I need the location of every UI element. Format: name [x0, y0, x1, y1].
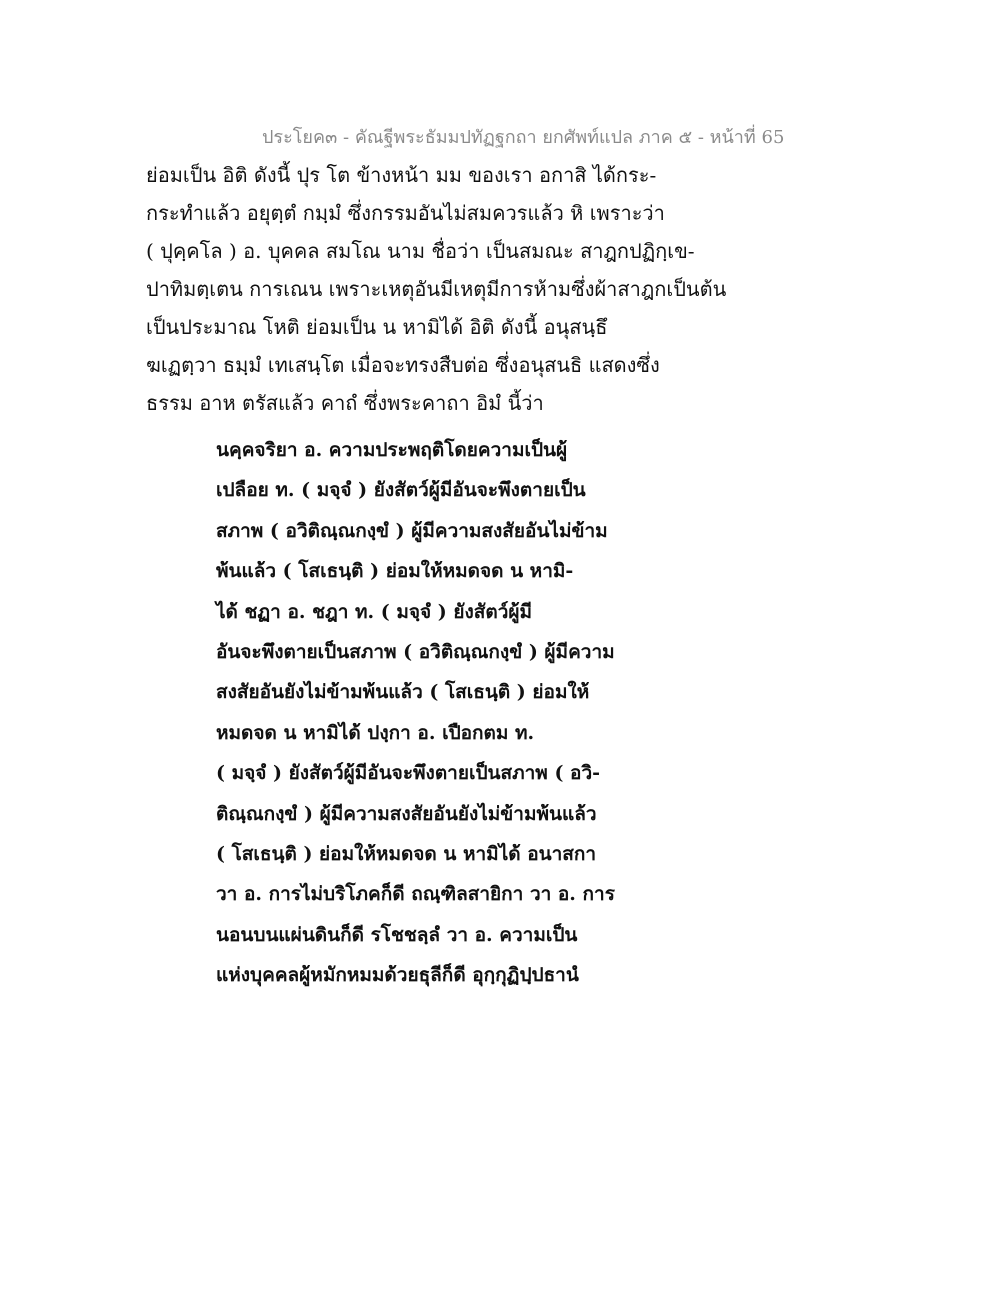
prose-line: ธรรม อาห ตรัสแล้ว คาถํ ซึ่งพระคาถา อิมํ นี้ว่า — [146, 391, 544, 415]
prose-line: ปาทิมตฺเตน การเณน เพราะเหตุอันมีเหตุมีการห้ามซึ่งผ้าสาฎกเป็นต้น — [146, 277, 727, 301]
verse-line: วา อ. การไม่บริโภคก็ดี ถณฺฑิลสายิกา วา อ. การ — [216, 883, 615, 906]
verse-line: เปลือย ท. ( มจฺจํ ) ยังสัตว์ผู้มีอันจะพึงตายเป็น — [216, 479, 586, 502]
prose-line: ( ปุคฺคโล ) อ. บุคคล สมโณ นาม ชื่อว่า เป็นสมณะ สาฎกปฏิกฺเข- — [146, 239, 695, 263]
verse-line: แห่งบุคคลผู้หมักหมมด้วยธุลีก็ดี อุกฺกุฏิปฺปธานํ — [216, 964, 579, 987]
verse-line: พ้นแล้ว ( โสเธนฺติ ) ย่อมให้หมดจด น หามิ- — [216, 560, 574, 583]
verse-line: สภาพ ( อวิติณฺณกงฺขํ ) ผู้มีความสงสัยอันไม่ข้าม — [216, 519, 608, 542]
verse-line: ได้ ชฏา อ. ชฎา ท. ( มจฺจํ ) ยังสัตว์ผู้มี — [216, 600, 533, 623]
verse-line: สงสัยอันยังไม่ข้ามพ้นแล้ว ( โสเธนฺติ ) ย่อมให้ — [216, 681, 590, 704]
prose-line: ย่อมเป็น อิติ ดังนี้ ปุร โต ข้างหน้า มม ของเรา อกาสิ ได้กระ- — [146, 163, 657, 187]
prose-line: กระทำแล้ว อยุตฺตํ กมฺมํ ซึ่งกรรมอันไม่สมควรแล้ว หิ เพราะว่า — [146, 201, 665, 225]
verse-line: นอนบนแผ่นดินก็ดี รโชชลฺลํ วา อ. ความเป็น — [216, 923, 578, 946]
verse-line: ( โสเธนฺติ ) ย่อมให้หมดจด น หามิได้ อนาสกา — [216, 842, 597, 865]
verse-line: อันจะพึงตายเป็นสภาพ ( อวิติณฺณกงฺขํ ) ผู้มีความ — [216, 640, 615, 663]
running-header: ประโยค๓ - คัณฐีพระธัมมปทัฏฐกถา ยกศัพท์แปล ภาค ๕ - หน้าที่ 65 — [262, 127, 785, 148]
prose-line: เป็นประมาณ โหติ ย่อมเป็น น หามิได้ อิติ ดังนี้ อนุสนฺธึ — [146, 315, 608, 339]
verse-line: นคฺคจริยา อ. ความประพฤติโดยความเป็นผู้ — [216, 439, 568, 461]
verse-line: ติณฺณกงฺขํ ) ผู้มีความสงสัยอันยังไม่ข้ามพ้นแล้ว — [216, 802, 597, 825]
verse-line: หมดจด น หามิได้ ปงฺกา อ. เปือกตม ท. — [216, 721, 535, 744]
verse-line: ( มจฺจํ ) ยังสัตว์ผู้มีอันจะพึงตายเป็นสภาพ ( อวิ- — [216, 762, 601, 785]
prose-paragraph — [146, 156, 736, 422]
prose-line: ฆเฏตฺวา ธมฺมํ เทเสนฺโต เมื่อจะทรงสืบต่อ ซึ่งอนุสนธิ แสดงซึ่ง — [146, 353, 660, 377]
verse-block — [216, 430, 656, 995]
